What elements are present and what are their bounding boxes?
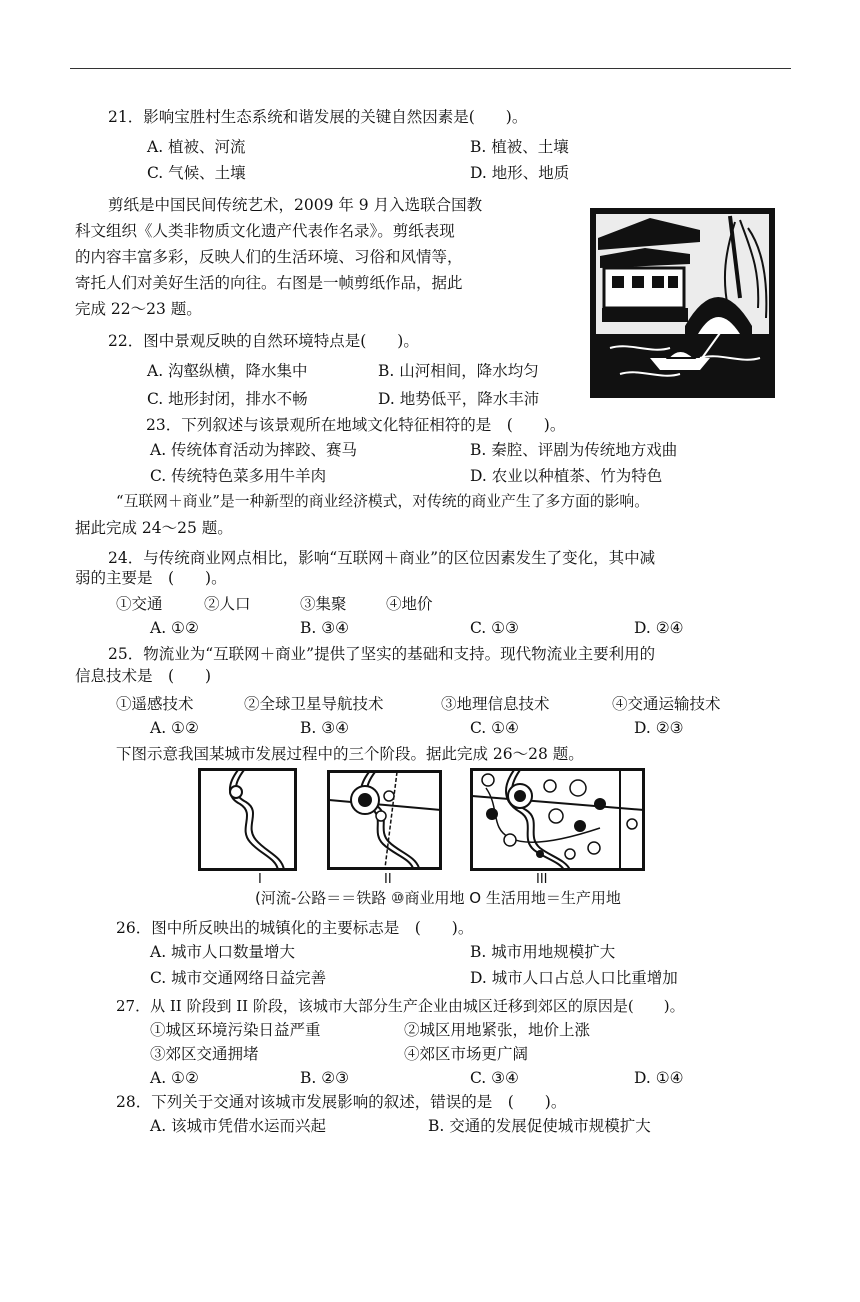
q25-item: ①遥感技术 <box>116 695 194 713</box>
papercut-intro-line: 剪纸是中国民间传统艺术，2009 年 9 月入选联合国教 <box>108 196 483 214</box>
q24-stem: 弱的主要是 ( )。 <box>75 569 227 587</box>
papercut-intro-line: 的内容丰富多彩，反映人们的生活环境、习俗和风情等， <box>75 248 463 266</box>
q22-option-a[interactable]: A. 沟壑纵横，降水集中 <box>147 362 308 380</box>
stage-2-map <box>327 770 443 870</box>
q25-option-b[interactable]: B. ③④ <box>300 719 350 737</box>
q22-option-c[interactable]: C. 地形封闭，排水不畅 <box>147 390 308 408</box>
papercut-intro-line: 科文组织《人类非物质文化遗产代表作名录》。剪纸表现 <box>75 222 455 240</box>
q25-item: ③地理信息技术 <box>441 695 550 713</box>
q22-stem: 22．图中景观反映的自然环境特点是( )。 <box>108 332 419 350</box>
internet-intro-line: “互联网＋商业”是一种新型的商业经济模式，对传统的商业产生了多方面的影响。 <box>116 493 650 510</box>
q24-option-d[interactable]: D. ②④ <box>634 619 684 637</box>
papercut-intro-line: 完成 22～23 题。 <box>75 300 202 318</box>
q24-item: ②人口 <box>204 595 251 613</box>
stage-3-label: III <box>536 872 548 887</box>
q25-option-c[interactable]: C. ①④ <box>470 719 519 737</box>
q27-option-c[interactable]: C. ③④ <box>470 1069 519 1087</box>
q27-stem: 27．从 II 阶段到 II 阶段，该城市大部分生产企业由城区迁移到郊区的原因是( )。 <box>116 997 685 1015</box>
q21-option-b[interactable]: B. 植被、土壤 <box>470 138 569 156</box>
q24-item: ④地价 <box>386 595 433 613</box>
q21-stem: 21．影响宝胜村生态系统和谐发展的关键自然因素是( )。 <box>108 108 528 126</box>
stage-1-map <box>198 768 298 871</box>
q27-item: ①城区环境污染日益严重 <box>150 1021 321 1039</box>
q27-item: ②城区用地紧张，地价上涨 <box>404 1021 591 1039</box>
q25-item: ②全球卫星导航技术 <box>244 695 384 713</box>
q21-option-d[interactable]: D. 地形、地质 <box>470 164 570 182</box>
q26-option-c[interactable]: C. 城市交通网络日益完善 <box>150 969 327 987</box>
q24-option-b[interactable]: B. ③④ <box>300 619 350 637</box>
stage-2-label: II <box>384 872 392 887</box>
papercut-intro-line: 寄托人们对美好生活的向往。右图是一帧剪纸作品，据此 <box>75 274 463 292</box>
q24-option-a[interactable]: A. ①② <box>150 619 199 637</box>
internet-intro-line: 据此完成 24～25 题。 <box>75 519 233 537</box>
q24-option-c[interactable]: C. ①③ <box>470 619 519 637</box>
q25-item: ④交通运输技术 <box>612 695 721 713</box>
q23-option-b[interactable]: B. 秦腔、评剧为传统地方戏曲 <box>470 441 678 459</box>
q27-option-b[interactable]: B. ②③ <box>300 1069 350 1087</box>
q24-stem: 24．与传统商业网点相比，影响“互联网＋商业”的区位因素发生了变化，其中减 <box>108 549 656 567</box>
figure-legend: (河流-公路＝＝铁路 ⑩商业用地 O 生活用地＝生产用地 <box>255 889 621 907</box>
q26-stem: 26．图中所反映出的城镇化的主要标志是 ( )。 <box>116 919 474 937</box>
q27-option-d[interactable]: D. ①④ <box>634 1069 684 1087</box>
q22-option-b[interactable]: B. 山河相间，降水均匀 <box>378 362 539 380</box>
q27-item: ④郊区市场更广阔 <box>404 1045 529 1063</box>
q25-stem: 25．物流业为“互联网＋商业”提供了坚实的基础和支持。现代物流业主要利用的 <box>108 645 656 663</box>
q24-item: ③集聚 <box>300 595 347 613</box>
papercut-image <box>590 208 775 398</box>
q26-option-a[interactable]: A. 城市人口数量增大 <box>150 943 296 961</box>
stage-1-label: I <box>258 872 262 887</box>
q28-option-b[interactable]: B. 交通的发展促使城市规模扩大 <box>428 1117 651 1135</box>
q23-stem: 23．下列叙述与该景观所在地域文化特征相符的是 ( )。 <box>146 416 566 434</box>
q27-item: ③郊区交通拥堵 <box>150 1045 259 1063</box>
q24-item: ①交通 <box>116 595 163 613</box>
stage-1-tick: - <box>235 862 240 877</box>
q26-option-b[interactable]: B. 城市用地规模扩大 <box>470 943 616 961</box>
q25-option-d[interactable]: D. ②③ <box>634 719 684 737</box>
city-intro: 下图示意我国某城市发展过程中的三个阶段。据此完成 26～28 题。 <box>116 745 584 763</box>
stage-3-map <box>470 768 646 872</box>
q28-stem: 28．下列关于交通对该城市发展影响的叙述，错误的是 ( )。 <box>116 1093 567 1111</box>
header-rule <box>70 68 791 69</box>
q23-option-c[interactable]: C. 传统特色菜多用牛羊肉 <box>150 467 327 485</box>
q22-option-d[interactable]: D. 地势低平，降水丰沛 <box>378 390 540 408</box>
q26-option-d[interactable]: D. 城市人口占总人口比重增加 <box>470 969 678 987</box>
q25-option-a[interactable]: A. ①② <box>150 719 199 737</box>
q21-option-a[interactable]: A. 植被、河流 <box>147 138 246 156</box>
q23-option-d[interactable]: D. 农业以种植茶、竹为特色 <box>470 467 663 485</box>
q25-stem: 信息技术是 ( ) <box>75 667 212 685</box>
q27-option-a[interactable]: A. ①② <box>150 1069 199 1087</box>
q21-option-c[interactable]: C. 气候、土壤 <box>147 164 246 182</box>
q28-option-a[interactable]: A. 该城市凭借水运而兴起 <box>150 1117 327 1135</box>
q23-option-a[interactable]: A. 传统体育活动为摔跤、赛马 <box>150 441 358 459</box>
